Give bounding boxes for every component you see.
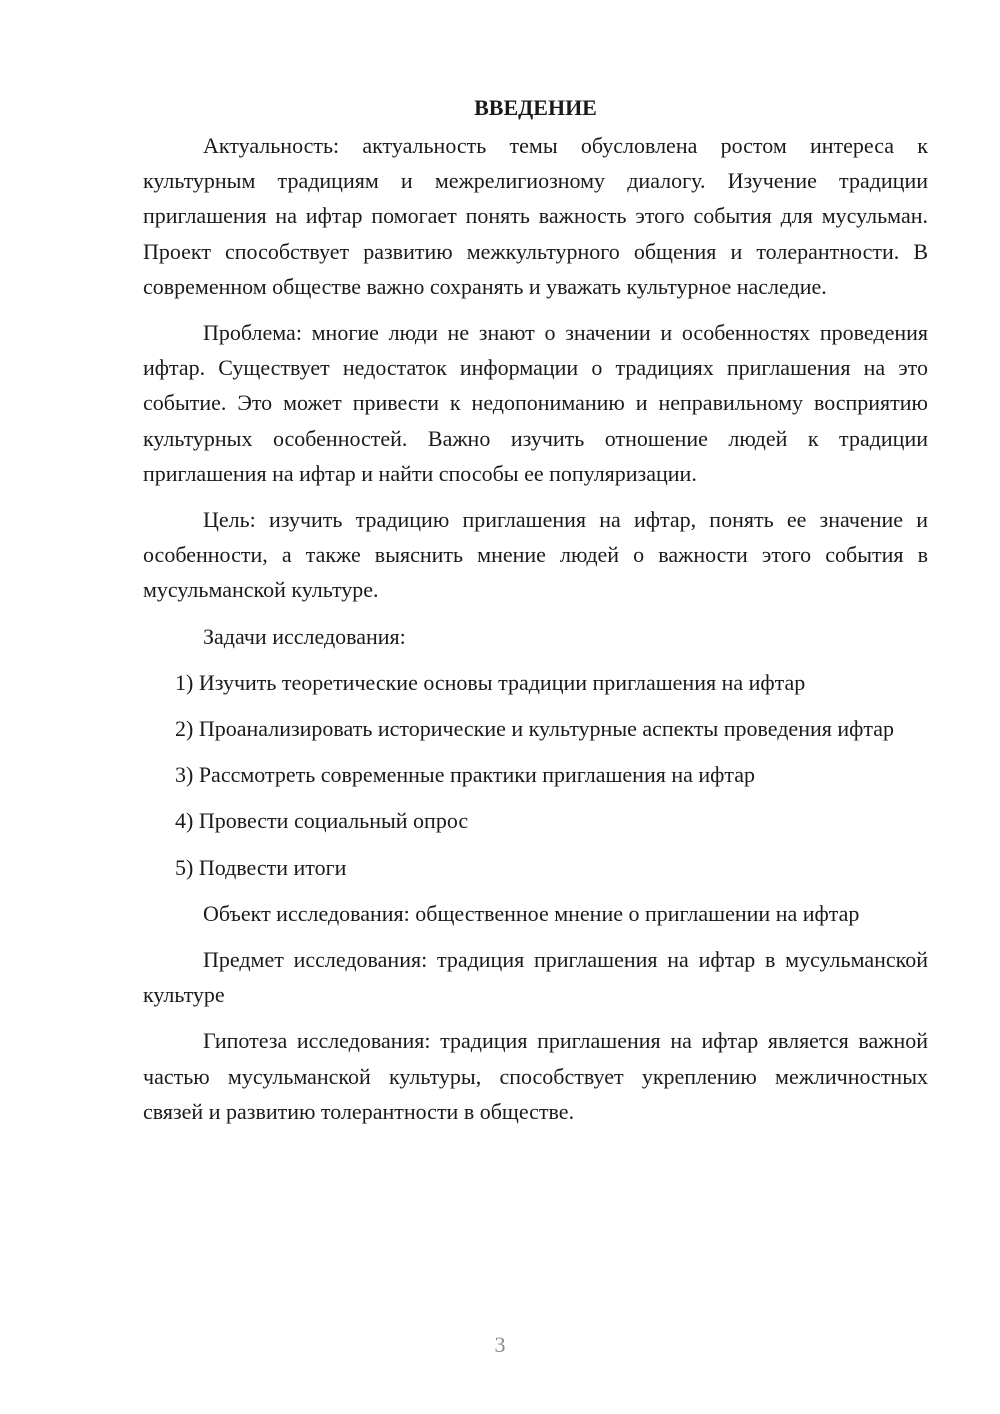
- object-paragraph: Объект исследования: общественное мнение о приглашении на ифтар: [203, 900, 860, 926]
- problem-paragraph: Проблема: многие люди не знают о значении и особенностях проведения ифтар. Существует недостаток информации о традициях приглашения на это событие. Это может привести к недопониманию и неправильному восприятию культурных особенностей. Важно изучить отношение людей к традиции приглашения на ифтар и найти способы ее популяризации.: [143, 320, 928, 486]
- page-title: ВВЕДЕНИЕ: [474, 95, 597, 120]
- task-item-1: 1) Изучить теоретические основы традиции приглашения на ифтар: [175, 669, 806, 695]
- task-item-3: 3) Рассмотреть современные практики приглашения на ифтар: [175, 762, 756, 788]
- page-number: 3: [494, 1332, 506, 1357]
- goal-paragraph: Цель: изучить традицию приглашения на ифтар, понять ее значение и особенности, а также выяснить мнение людей о важности этого события в мусульманской культуре.: [143, 507, 928, 603]
- subject-paragraph: Предмет исследования: традиция приглашения на ифтар в мусульманской культуре: [143, 947, 928, 1008]
- task-item-2: 2) Проанализировать исторические и культурные аспекты проведения ифтар: [175, 716, 895, 742]
- task-item-5: 5) Подвести итоги: [175, 854, 347, 880]
- hypothesis-paragraph: Гипотеза исследования: традиция приглашения на ифтар является важной частью мусульманской культуры, способствует укреплению межличностных связей и развитию толерантности в обществе.: [143, 1028, 928, 1124]
- document-page: [143, 90, 928, 1140]
- relevance-paragraph: Актуальность: актуальность темы обусловлена ростом интереса к культурным традициям и межрелигиозному диалогу. Изучение традиции приглашения на ифтар помогает понять важность этого события для мусульман. Проект способствует развитию межкультурного общения и толерантности. В современном обществе важно сохранять и уважать культурное наследие.: [143, 133, 928, 299]
- tasks-heading: Задачи исследования:: [203, 623, 406, 649]
- task-item-4: 4) Провести социальный опрос: [175, 808, 469, 834]
